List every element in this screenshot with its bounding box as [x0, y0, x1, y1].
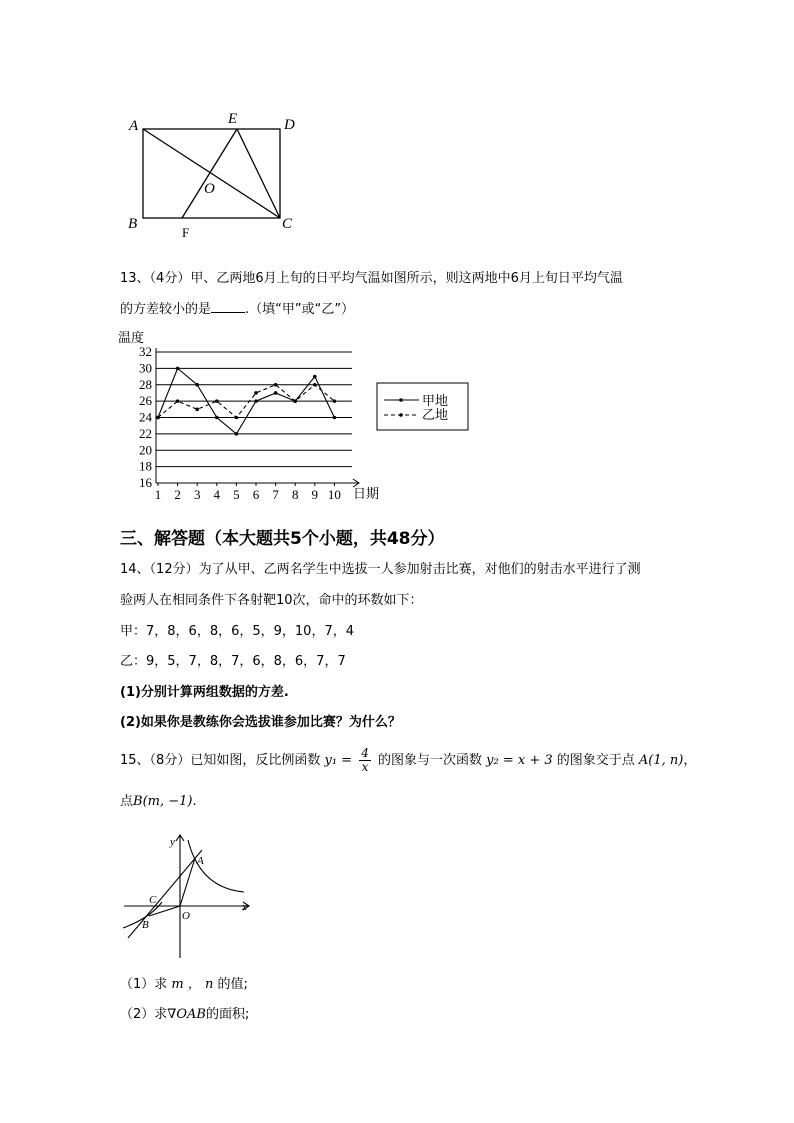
q13-line2 [120, 300, 354, 319]
q15-mid1: 的图象与一次函数 [377, 753, 482, 768]
q15-mid2: 的图象交于点 [556, 753, 635, 768]
q14-jia-data: 甲：7，8，6，8，6，5，9，10，7，4 [120, 624, 354, 639]
chart-xlabel: 日期 [353, 487, 380, 502]
label-a: A [129, 118, 139, 134]
q15-fraction [359, 747, 371, 774]
frac-numerator: 4 [361, 746, 369, 760]
graph-label-x: x [242, 901, 247, 913]
graph-label-b: B [142, 919, 149, 931]
point-jia-3 [195, 383, 199, 387]
q14-yi-data: 乙：9，5，7，8，7，6，8，6，7，7 [120, 654, 346, 669]
temperature-chart [116, 326, 486, 506]
legend-label-jia: 甲地 [422, 394, 449, 409]
q15-line2 [120, 793, 197, 811]
q15-sub1-vars: m ， n [171, 977, 214, 992]
xtick-4: 4 [213, 487, 221, 502]
xtick-8: 8 [291, 487, 299, 502]
point-yi-1 [156, 416, 160, 420]
q15-line2-prefix: 点 [120, 794, 134, 809]
q15-prefix: 15、（8分）已知如图，反比例函数 [120, 753, 321, 768]
xtick-2: 2 [174, 487, 181, 502]
point-jia-2 [176, 367, 180, 371]
point-jia-9 [313, 375, 317, 379]
point-yi-6 [254, 391, 258, 395]
legend-label-yi: 乙地 [422, 408, 449, 423]
ytick-18: 18 [139, 458, 152, 474]
point-yi-7 [274, 383, 278, 387]
ytick-28: 28 [139, 376, 152, 392]
q15-sub2-post: 的面积; [205, 1007, 250, 1022]
graph-label-c: C [149, 894, 157, 906]
q15-line1 [120, 744, 696, 778]
legend-marker-yi [399, 413, 403, 417]
section3-title: 三、解答题（本大题共5个小题，共48分） [120, 529, 445, 549]
q13-text1: 甲、乙两地6月上旬的日平均气温如图所示，则这两地中6月上旬日平均气温 [190, 271, 623, 286]
q15-y1: y₁ = [324, 753, 353, 768]
label-o: O [204, 181, 215, 197]
point-yi-3 [195, 408, 199, 412]
q14-line2: 验两人在相同条件下各射靶10次，命中的环数如下： [120, 593, 423, 608]
point-yi-4 [215, 399, 219, 403]
point-yi-8 [293, 399, 297, 403]
q13-line1 [120, 270, 623, 288]
label-e: E [228, 111, 238, 127]
ytick-20: 20 [139, 442, 152, 458]
label-b: B [128, 216, 138, 232]
q15-end1: ， [683, 753, 697, 768]
xtick-6: 6 [252, 487, 260, 502]
xtick-3: 3 [193, 487, 201, 502]
rectangle-figure [120, 105, 310, 240]
q14-line1: 14、（12分）为了从甲、乙两名学生中选拔一人参加射击比赛，对他们的射击水平进行了测 [120, 562, 641, 577]
q15-sub2-pre: （2）求 [120, 1007, 168, 1022]
graph-label-o: O [182, 910, 190, 922]
point-jia-5 [235, 432, 239, 436]
label-f: F [182, 225, 190, 240]
xtick-9: 9 [311, 487, 319, 502]
linear-line [128, 850, 202, 938]
q13-number: 13、 [120, 271, 150, 286]
point-jia-7 [274, 391, 278, 395]
point-yi-5 [235, 416, 239, 420]
q15-y2: y₂ = x + 3 [486, 753, 553, 768]
q15-sub1 [120, 976, 248, 994]
segment-oa [180, 858, 195, 906]
segment-ef [182, 129, 237, 218]
frac-denominator: x [361, 760, 369, 774]
chart-legend [377, 383, 468, 430]
q14-sub2: (2)如果你是教练你会选拔谁参加比赛？为什么？ [120, 715, 401, 730]
q13-score: （4分） [149, 271, 191, 286]
point-jia-4 [215, 416, 219, 420]
function-graph [120, 830, 260, 965]
q13-text2-end: .（填“甲”或“乙”） [245, 302, 355, 317]
ytick-30: 30 [139, 360, 152, 376]
ytick-24: 24 [139, 409, 152, 425]
ytick-16: 16 [139, 475, 152, 490]
point-jia-10 [333, 416, 337, 420]
point-jia-6 [254, 399, 258, 403]
q14-sub1: (1)分别计算两组数据的方差. [120, 685, 289, 700]
q15-sub2 [120, 1006, 249, 1024]
ytick-32: 32 [139, 344, 152, 359]
label-c: C [282, 216, 293, 232]
diagonal-ac [143, 129, 280, 218]
q15-point-b: B(m, −1) [133, 794, 193, 809]
point-yi-9 [313, 383, 317, 387]
graph-label-a: A [197, 855, 204, 867]
xtick-10: 10 [327, 487, 341, 502]
q15-sub1-post: 的值; [217, 977, 248, 992]
q15-point-a: A(1, n) [638, 753, 684, 768]
point-yi-2 [176, 399, 180, 403]
q13-text2: 的方差较小的是 [120, 302, 212, 317]
q15-sub1-pre: （1）求 [120, 977, 168, 992]
point-yi-10 [333, 399, 337, 403]
xtick-1: 1 [154, 487, 162, 502]
legend-marker-jia [399, 398, 403, 402]
xtick-5: 5 [233, 487, 240, 502]
chart-ylabel: 温度 [118, 331, 145, 346]
graph-label-y: y [170, 836, 175, 848]
ytick-22: 22 [139, 425, 152, 441]
q15-sub2-var: ∇OAB [167, 1007, 206, 1022]
ytick-26: 26 [139, 393, 152, 409]
label-d: D [284, 117, 295, 133]
xtick-7: 7 [272, 487, 279, 502]
q15-line2-end: . [192, 794, 197, 809]
answer-blank[interactable] [211, 300, 245, 313]
